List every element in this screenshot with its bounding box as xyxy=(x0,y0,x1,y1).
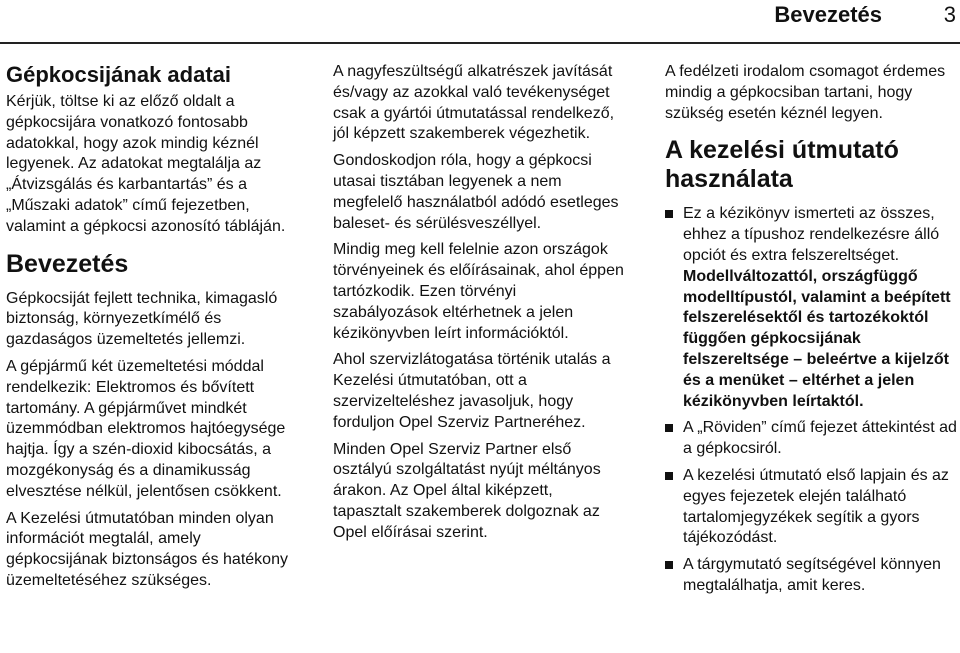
paragraph: Mindig meg kell felelnie azon országok törvényeinek és előírásainak, ahol éppen tartózkodik. Ezen törvényi szabályozások eltérhetnek a jelen kézikönyvben leírt információktól. xyxy=(333,241,624,342)
list-item-text: Ez a kézikönyv ismerteti az összes, ehhez a típushoz rendelkezésre álló opciót és extra felszereltséget. xyxy=(683,205,940,264)
page-header xyxy=(0,0,960,44)
section-heading-introduction: Bevezetés xyxy=(6,249,129,278)
paragraph: Gépkocsiját fejlett technika, kimagasló biztonság, környezetkímélő és gazdaságos üzemeltetés jellemzi. xyxy=(6,289,278,349)
square-bullet-icon xyxy=(665,472,673,480)
list-item-bold-text: Modellváltozattól, országfüggő modelltípustól, valamint a beépített felszerelésektől és tartozékoktól függően gépkocsijának felszereltsége – beleértve a kijelzőt és a menüket – eltérhet a jelen kézikönyvben leírtaktól. xyxy=(683,267,951,410)
paragraph: Gondoskodjon róla, hogy a gépkocsi utasai tisztában legyenek a nem megfelelő használatból adódó esetleges baleset- és sérülésveszéllyel. xyxy=(333,152,619,232)
list-item xyxy=(665,204,957,412)
header-rule xyxy=(0,42,960,44)
column-left xyxy=(6,62,298,598)
section-heading-how-to-use: A kezelési útmutató használata xyxy=(665,136,899,194)
paragraph: A fedélzeti irodalom csomagot érdemes mindig a gépkocsiban tartani, hogy szükség esetén kéznél legyen. xyxy=(665,63,946,122)
column-right xyxy=(665,62,957,603)
bullet-list xyxy=(665,204,957,596)
square-bullet-icon xyxy=(665,210,673,218)
paragraph: A gépjármű két üzemeltetési móddal rendelkezik: Elektromos és bővített tartomány. A gépjárművet mindkét üzemmódban elektromos hajtóegysége hajtja. Így a szén-dioxid kibocsátás, a mozgékonyság és a dinamikusság elvesztése nélkül, jelentősen csökkent. xyxy=(6,357,286,500)
list-item xyxy=(665,418,957,460)
list-item-text: A tárgymutató segítségével könnyen megtalálhatja, amit keres. xyxy=(683,556,941,594)
column-middle xyxy=(333,62,625,550)
square-bullet-icon xyxy=(665,561,673,569)
chapter-title: Bevezetés xyxy=(774,2,882,27)
page-number: 3 xyxy=(943,2,956,27)
list-item xyxy=(665,555,957,597)
list-item-text: A kezelési útmutató első lapjain és az egyes fejezetek elején található tartalomjegyzékek segítik a gyors tájékozódást. xyxy=(683,466,949,547)
list-item xyxy=(665,466,957,549)
paragraph: A nagyfeszültségű alkatrészek javítását és/vagy az azokkal való tevékenységet csak a gyártói útmutatással rendelkező, jól képzett szakemberek végezhetik. xyxy=(333,63,615,143)
list-item-text: A „Röviden” című fejezet áttekintést ad a gépkocsiról. xyxy=(683,419,957,458)
paragraph: Kérjük, töltse ki az előző oldalt a gépkocsijára vonatkozó fontosabb adatokkal, hogy azok mindig kéznél legyenek. Az adatokat megtalálja az „Átvizsgálás és karbantartás” és a „Műszaki adatok” című fejezetben, valamint a gépkocsi azonosító tábláján. xyxy=(6,93,286,235)
section-heading-vehicle-data: Gépkocsijának adatai xyxy=(6,62,231,87)
paragraph: Ahol szervizlátogatása történik utalás a Kezelési útmutatóban, ott a szervizelteléshez javasoljuk, hogy forduljon Opel Szerviz Partneréhez. xyxy=(333,351,611,431)
square-bullet-icon xyxy=(665,424,673,432)
paragraph: Minden Opel Szerviz Partner első osztályú szolgáltatást nyújt méltányos árakon. Az Opel által kiképzett, tapasztalt szakemberek dolgoznak az Opel előírásai szerint. xyxy=(333,440,601,541)
paragraph: A Kezelési útmutatóban minden olyan információt megtalál, amely gépkocsijának biztonságos és hatékony üzemeltetéséhez szükséges. xyxy=(6,509,288,589)
